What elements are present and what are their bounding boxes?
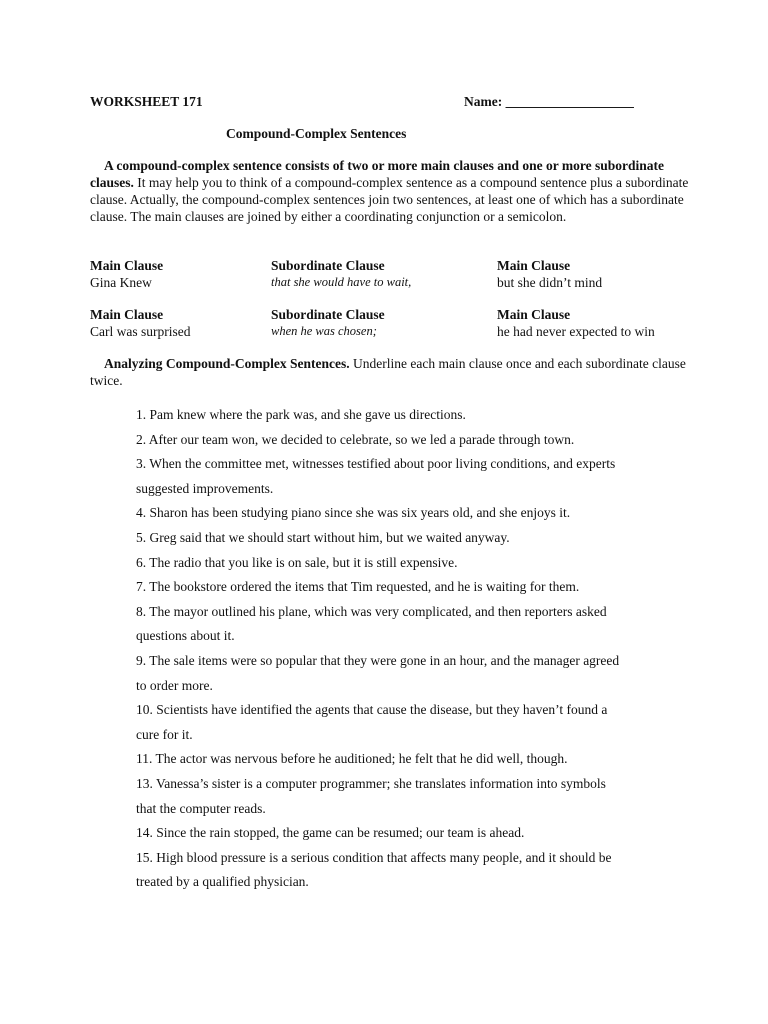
- list-item: suggested improvements.: [136, 480, 274, 496]
- list-item: 14. Since the rain stopped, the game can be resumed; our team is ahead.: [136, 825, 525, 841]
- list-item: 9. The sale items were so popular that they were gone in an hour, and the manager agreed: [136, 652, 620, 668]
- example-col-main-1: [90, 257, 163, 291]
- list-item: 8. The mayor outlined his plane, which was very complicated, and then reporters asked: [136, 603, 607, 619]
- list-item: 10. Scientists have identified the agents that cause the disease, but they haven’t found a: [136, 702, 608, 718]
- intro-paragraph: [90, 157, 690, 225]
- list-item: questions about it.: [136, 628, 235, 644]
- list-item: 4. Sharon has been studying piano since she was six years old, and she enjoys it.: [136, 505, 571, 521]
- column-value: that she would have to wait,: [271, 275, 412, 289]
- column-value: he had never expected to win: [497, 324, 655, 339]
- list-item: 6. The radio that you like is on sale, but it is still expensive.: [136, 554, 458, 570]
- list-item: 2. After our team won, we decided to celebrate, so we led a parade through town.: [136, 431, 575, 447]
- list-item: treated by a qualified physician.: [136, 874, 309, 890]
- example-col-main-2: [497, 306, 655, 340]
- example-col-main-1: [90, 306, 190, 340]
- column-header: Subordinate Clause: [271, 258, 385, 273]
- worksheet-title: WORKSHEET 171: [90, 94, 203, 109]
- column-value: Carl was surprised: [90, 324, 191, 339]
- column-header: Subordinate Clause: [271, 307, 385, 322]
- list-item: to order more.: [136, 677, 213, 693]
- column-header: Main Clause: [497, 258, 571, 273]
- column-header: Main Clause: [497, 307, 571, 322]
- intro-explanation: It may help you to think of a compound-complex sentence as a compound sentence plus a subordinate clause. Actually, the compound-complex sentences join two sentences, at least one of which has a subordinate clause. The main clauses are joined by either a coordinating conjunction or a semicolon.: [90, 175, 689, 224]
- example-col-main-2: [497, 257, 602, 291]
- column-value: when he was chosen;: [271, 324, 377, 338]
- list-item: 1. Pam knew where the park was, and she gave us directions.: [136, 407, 466, 422]
- page-subtitle: Compound-Complex Sentences: [226, 126, 407, 141]
- column-header: Main Clause: [90, 307, 164, 322]
- exercise-list: [136, 403, 676, 895]
- instructions-paragraph: [90, 355, 690, 389]
- column-value: but she didn’t mind: [497, 275, 603, 290]
- column-value: Gina Knew: [90, 275, 152, 290]
- list-item: 13. Vanessa’s sister is a computer programmer; she translates information into symbols: [136, 775, 606, 791]
- intro-definition: A compound-complex sentence consists of two or more main clauses and one or more subordinate clauses.: [90, 158, 664, 190]
- example-row-2: [90, 306, 690, 340]
- list-item: 15. High blood pressure is a serious condition that affects many people, and it should be: [136, 849, 612, 865]
- list-item: 5. Greg said that we should start without him, but we waited anyway.: [136, 529, 510, 545]
- column-header: Main Clause: [90, 258, 164, 273]
- list-item: that the computer reads.: [136, 800, 266, 816]
- example-row-1: [90, 257, 690, 291]
- name-field-label: Name: ___________________: [464, 94, 634, 109]
- list-item: 11. The actor was nervous before he auditioned; he felt that he did well, though.: [136, 751, 568, 767]
- example-col-subordinate: [271, 257, 411, 291]
- list-item: 3. When the committee met, witnesses testified about poor living conditions, and experts: [136, 456, 616, 472]
- list-item: cure for it.: [136, 726, 193, 742]
- example-col-subordinate: [271, 306, 385, 340]
- instructions-text: Underline each main clause once and each subordinate clause twice.: [90, 356, 686, 388]
- list-item: 7. The bookstore ordered the items that Tim requested, and he is waiting for them.: [136, 579, 580, 595]
- instructions-heading: Analyzing Compound-Complex Sentences.: [104, 356, 350, 371]
